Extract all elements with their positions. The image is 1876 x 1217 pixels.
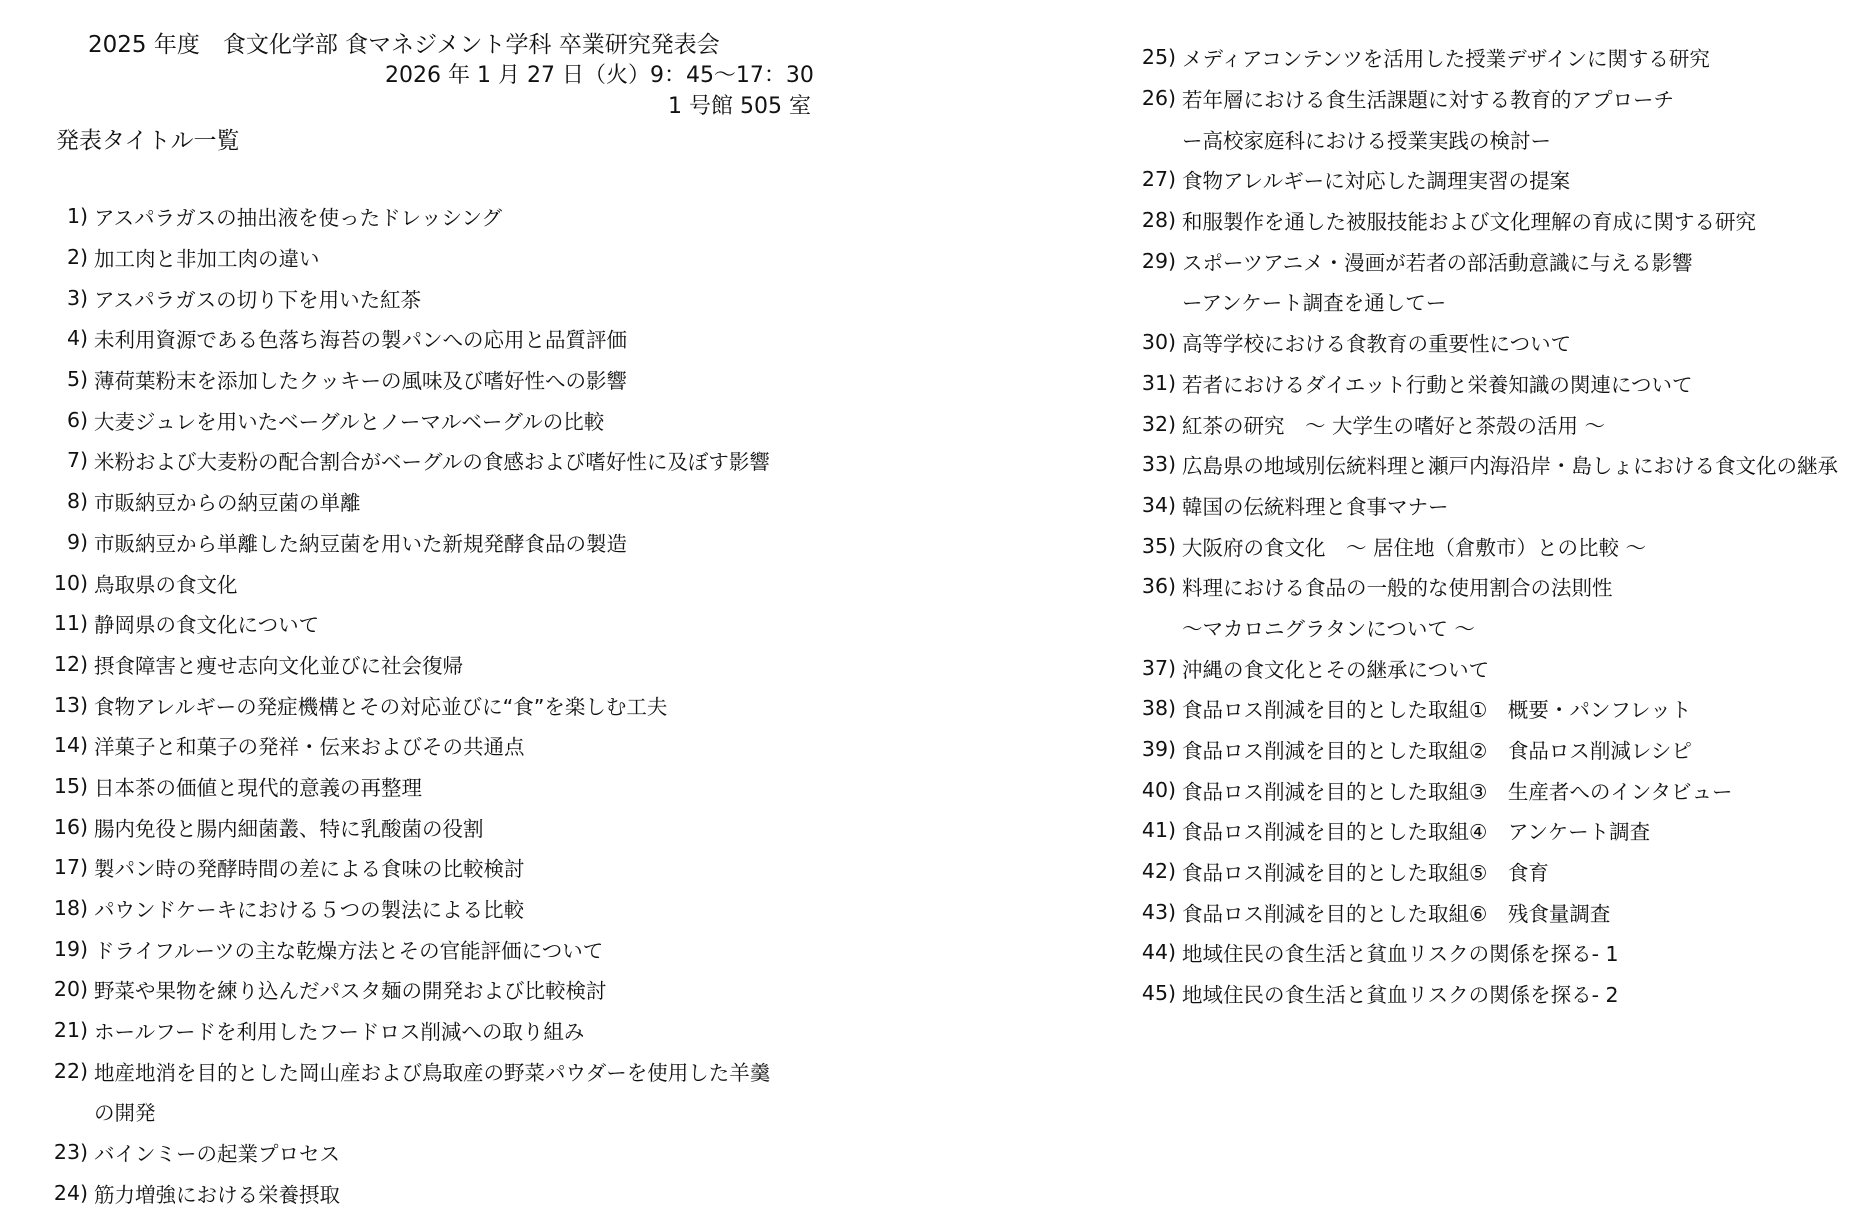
item-title: 食品ロス削減を目的とした取組② 食品ロス削減レシピ (1182, 739, 1692, 764)
list-item (42, 522, 842, 563)
list-item (42, 644, 842, 685)
item-number: 37) (1141, 655, 1176, 680)
item-title: 紅茶の研究 ～ 大学生の嗜好と茶殻の活用 ～ (1182, 413, 1606, 438)
list-item (42, 928, 842, 969)
item-number: 35) (1141, 533, 1176, 558)
list-item-continuation (1130, 607, 1870, 648)
event-date: 2026 年 1 月 27 日（火）9：45～17：30 (385, 63, 814, 88)
item-title: 地産地消を目的とした岡山産および鳥取産の野菜パウダーを使用した羊羹 (94, 1060, 771, 1085)
item-number: 28) (1141, 208, 1176, 233)
item-title: 静岡県の食文化について (94, 613, 320, 638)
item-title: 食品ロス削減を目的とした取組① 概要・パンフレット (1182, 698, 1692, 723)
item-title: アスパラガスの抽出液を使ったドレッシング (94, 206, 503, 231)
list-item (1130, 37, 1870, 78)
item-number: 13) (53, 692, 88, 717)
list-item (1130, 78, 1870, 119)
item-number: 17) (53, 855, 88, 880)
item-number: 42) (1141, 859, 1176, 884)
item-title: 鳥取県の食文化 (94, 572, 238, 597)
item-title: アスパラガスの切り下を用いた紅茶 (94, 287, 422, 312)
item-title: スポーツアニメ・漫画が若者の部活動意識に与える影響 (1182, 250, 1693, 275)
item-title: メディアコンテンツを活用した授業デザインに関する研究 (1182, 47, 1710, 72)
item-number: 34) (1141, 492, 1176, 517)
list-item (42, 806, 842, 847)
list-item-continuation (42, 1091, 842, 1132)
list-item (42, 888, 842, 929)
list-item (1130, 322, 1870, 363)
item-number: 44) (1141, 940, 1176, 965)
item-title: 食品ロス削減を目的とした取組⑤ 食育 (1182, 861, 1549, 886)
list-item (42, 603, 842, 644)
item-number: 2) (66, 245, 88, 270)
item-title: の開発 (94, 1101, 156, 1126)
item-number: 6) (66, 407, 88, 432)
list-item (1130, 891, 1870, 932)
item-number: 9) (66, 529, 88, 554)
item-number: 32) (1141, 411, 1176, 436)
list-item (42, 969, 842, 1010)
item-title: 大麦ジュレを用いたベーグルとノーマルベーグルの比較 (94, 409, 605, 434)
item-number: 43) (1141, 899, 1176, 924)
list-item (42, 359, 842, 400)
item-title: 食品ロス削減を目的とした取組③ 生産者へのインタビュー (1182, 779, 1733, 804)
item-title: ドライフルーツの主な乾燥方法とその官能評価について (94, 938, 604, 963)
list-heading: 発表タイトル一覧 (56, 128, 240, 154)
list-item (1130, 525, 1870, 566)
item-number: 33) (1141, 452, 1176, 477)
item-number: 27) (1141, 167, 1176, 192)
item-title: 食品ロス削減を目的とした取組④ アンケート調査 (1182, 820, 1651, 845)
item-number: 4) (66, 326, 88, 351)
item-title: 料理における食品の一般的な使用割合の法則性 (1182, 576, 1613, 601)
item-number: 21) (53, 1018, 88, 1043)
title-list-right (1130, 37, 1870, 1014)
item-title: 高等学校における食教育の重要性について (1182, 332, 1572, 357)
item-title: 洋菓子と和菓子の発祥・伝来およびその共通点 (94, 735, 525, 760)
item-number: 16) (53, 814, 88, 839)
item-number: 12) (53, 651, 88, 676)
list-item (1130, 159, 1870, 200)
list-item (1130, 647, 1870, 688)
list-item (1130, 729, 1870, 770)
list-item (42, 1132, 842, 1173)
item-number: 10) (53, 570, 88, 595)
item-title: 市販納豆から単離した納豆菌を用いた新規発酵食品の製造 (94, 531, 627, 556)
item-title: 薄荷葉粉末を添加したクッキーの風味及び嗜好性への影響 (94, 369, 627, 394)
list-item (42, 237, 842, 278)
item-title: 市販納豆からの納豆菌の単離 (94, 491, 361, 516)
item-title: 地域住民の食生活と貧血リスクの関係を探る- 1 (1182, 942, 1619, 967)
list-item (42, 1010, 842, 1051)
list-item-continuation (1130, 118, 1870, 159)
item-title: 和服製作を通した被服技能および文化理解の育成に関する研究 (1182, 210, 1756, 235)
item-number: 22) (53, 1058, 88, 1083)
item-number: 8) (66, 489, 88, 514)
item-title: 食品ロス削減を目的とした取組⑥ 残食量調査 (1182, 901, 1611, 926)
title-list-left (42, 196, 842, 1213)
item-number: 19) (53, 936, 88, 961)
list-item (1130, 363, 1870, 404)
list-item (1130, 240, 1870, 281)
list-item (42, 318, 842, 359)
item-number: 7) (66, 448, 88, 473)
page-title: 2025 年度 食文化学部 食マネジメント学科 卒業研究発表会 (88, 32, 720, 58)
item-number: 45) (1141, 981, 1176, 1006)
item-number: 15) (53, 773, 88, 798)
item-title: 腸内免役と腸内細菌叢、特に乳酸菌の役割 (94, 816, 484, 841)
item-number: 25) (1141, 45, 1176, 70)
item-number: 30) (1141, 330, 1176, 355)
list-item (42, 196, 842, 237)
item-title: 地域住民の食生活と貧血リスクの関係を探る- 2 (1182, 983, 1619, 1008)
item-title: 野菜や果物を練り込んだパスタ麺の開発および比較検討 (94, 979, 607, 1004)
item-number: 40) (1141, 777, 1176, 802)
list-item (1130, 485, 1870, 526)
item-number: 14) (53, 733, 88, 758)
item-title: ー高校家庭科における授業実践の検討ー (1182, 128, 1551, 153)
list-item (42, 440, 842, 481)
item-number: 18) (53, 896, 88, 921)
item-number: 5) (66, 367, 88, 392)
list-item (42, 1050, 842, 1091)
list-item (1130, 769, 1870, 810)
list-item (1130, 566, 1870, 607)
list-item (42, 684, 842, 725)
list-item (1130, 932, 1870, 973)
list-item (1130, 973, 1870, 1014)
item-title: 食物アレルギーに対応した調理実習の提案 (1182, 169, 1571, 194)
item-title: 若者におけるダイエット行動と栄養知識の関連について (1182, 372, 1693, 397)
item-number: 29) (1141, 248, 1176, 273)
list-item (1130, 851, 1870, 892)
item-number: 3) (66, 285, 88, 310)
item-title: 米粉および大麦粉の配合割合がベーグルの食感および嗜好性に及ぼす影響 (94, 450, 770, 475)
item-title: 日本茶の価値と現代的意義の再整理 (94, 775, 422, 800)
list-item (42, 766, 842, 807)
list-item (1130, 403, 1870, 444)
item-title: 若年層における食生活課題に対する教育的アプローチ (1182, 88, 1674, 113)
item-title: 広島県の地域別伝統料理と瀬戸内海沿岸・島しょにおける食文化の継承 (1182, 454, 1838, 479)
list-item (42, 725, 842, 766)
item-number: 26) (1141, 86, 1176, 111)
item-number: 41) (1141, 818, 1176, 843)
list-item (42, 399, 842, 440)
item-title: ーアンケート調査を通してー (1182, 291, 1447, 316)
item-title: パウンドケーキにおける５つの製法による比較 (94, 898, 525, 923)
item-title: ホールフードを利用したフードロス削減への取り組み (94, 1020, 585, 1045)
item-number: 38) (1141, 696, 1176, 721)
item-number: 11) (53, 611, 88, 636)
item-number: 31) (1141, 370, 1176, 395)
list-item (1130, 200, 1870, 241)
list-item (1130, 810, 1870, 851)
list-item (1130, 444, 1870, 485)
item-title: 食物アレルギーの発症機構とその対応並びに“食”を楽しむ工夫 (94, 694, 668, 719)
list-item (42, 562, 842, 603)
list-item (42, 1173, 842, 1214)
list-item (42, 481, 842, 522)
item-number: 23) (53, 1140, 88, 1165)
event-room: 1 号館 505 室 (668, 94, 811, 119)
item-title: ～マカロニグラタンについて ～ (1182, 616, 1475, 641)
item-number: 20) (53, 977, 88, 1002)
list-item (42, 847, 842, 888)
item-number: 39) (1141, 737, 1176, 762)
item-title: 加工肉と非加工肉の違い (94, 247, 320, 272)
item-title: 製パン時の発酵時間の差による食味の比較検討 (94, 857, 525, 882)
item-title: 摂食障害と痩せ志向文化並びに社会復帰 (94, 653, 463, 678)
item-title: 未利用資源である色落ち海苔の製パンへの応用と品質評価 (94, 328, 627, 353)
item-title: 筋力増強における栄養摂取 (94, 1182, 340, 1207)
item-title: 沖縄の食文化とその継承について (1182, 657, 1490, 682)
list-item-continuation (1130, 281, 1870, 322)
item-number: 1) (66, 204, 88, 229)
item-title: 大阪府の食文化 ～ 居住地（倉敷市）との比較 ～ (1182, 535, 1647, 560)
list-item (1130, 688, 1870, 729)
item-title: 韓国の伝統料理と食事マナー (1182, 494, 1449, 519)
item-number: 24) (53, 1180, 88, 1205)
item-title: バインミーの起業プロセス (94, 1142, 340, 1167)
list-item (42, 277, 842, 318)
item-number: 36) (1141, 574, 1176, 599)
